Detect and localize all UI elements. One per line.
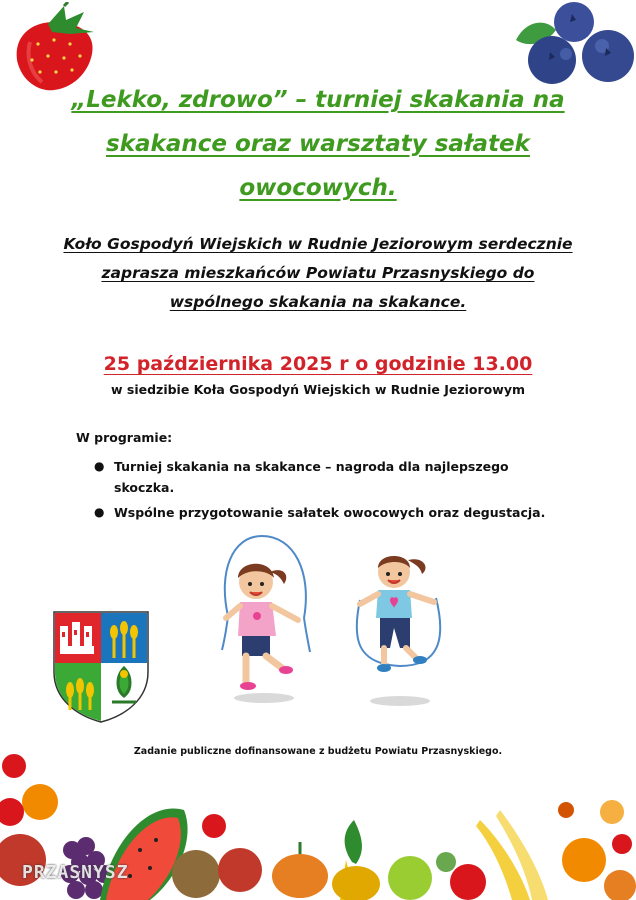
bullet-icon: ●: [94, 459, 105, 473]
list-item: [92, 456, 562, 498]
intro-line: Koło Gospodyń Wiejskich w Rudnie Jeziorowym serdecznie: [63, 235, 573, 253]
program-item-text: Turniej skakania na skakance – nagroda dla najlepszego skoczka.: [114, 459, 509, 495]
title-line: owocowych.: [239, 175, 397, 201]
program-heading: W programie:: [76, 430, 173, 445]
bullet-icon: ●: [94, 505, 105, 519]
event-title: [60, 78, 576, 210]
title-line: „Lekko, zdrowo” – turniej skakania na: [71, 87, 565, 113]
event-date: 25 października 2025 r o godzinie 13.00: [103, 353, 533, 375]
program-list: [92, 456, 562, 527]
invitation-text: [60, 230, 576, 317]
funding-note: Zadanie publiczne dofinansowane z budżetu Powiatu Przasnyskiego.: [133, 746, 503, 757]
program-item-text: Wspólne przygotowanie sałatek owocowych oraz degustacja.: [114, 505, 546, 520]
jump-rope-girl-icon: [350, 548, 450, 713]
event-venue: w siedzibie Koła Gospodyń Wiejskich w Rudnie Jeziorowym: [111, 382, 525, 397]
intro-line: zaprasza mieszkańców Powiatu Przasnyskiego do: [101, 264, 535, 282]
jump-rope-girl-icon: [212, 532, 322, 712]
list-item: [92, 502, 562, 523]
watermark-text: PRZASNYSZ: [22, 862, 129, 883]
intro-line: wspólnego skakania na skakance.: [169, 293, 467, 311]
coat-of-arms-icon: [52, 610, 150, 724]
title-line: skakance oraz warsztaty sałatek: [106, 131, 530, 157]
